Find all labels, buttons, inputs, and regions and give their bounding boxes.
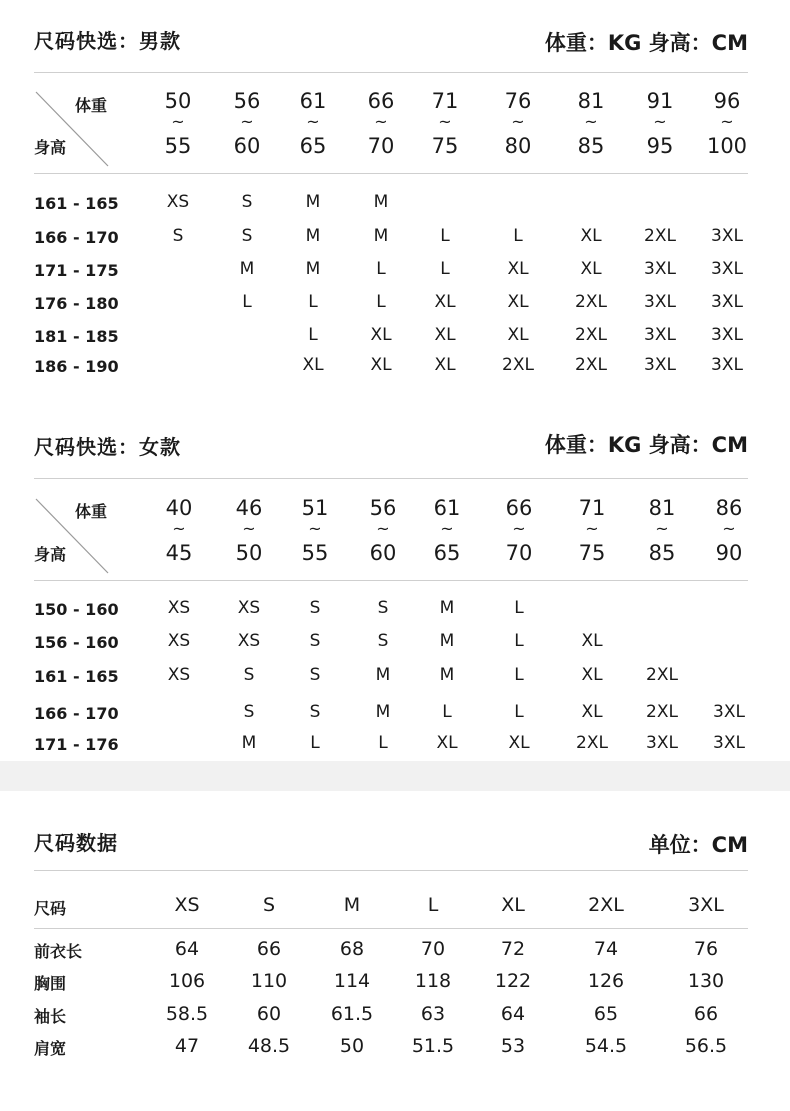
women-unit-label: 体重：KG 身高：CM (544, 433, 748, 457)
weight-range-tilde: ~ (172, 519, 186, 538)
size-cell: M (439, 665, 455, 685)
size-cell: L (514, 631, 524, 651)
weight-range-top: 66 (505, 496, 533, 520)
size-cell: 3XL (713, 733, 745, 753)
size-cell: 3XL (711, 355, 743, 375)
weight-range-top: 81 (577, 89, 605, 113)
weight-range-tilde: ~ (722, 519, 736, 538)
size-cell: XL (302, 355, 324, 375)
size-cell: XL (580, 259, 602, 279)
measurement-value: 110 (250, 970, 288, 992)
size-cell: XL (581, 631, 603, 651)
size-column-header: L (427, 894, 439, 916)
size-cell: L (242, 292, 252, 312)
size-data-title: 尺码数据 (34, 831, 118, 855)
weight-range-tilde: ~ (376, 519, 390, 538)
height-range-label: 186 - 190 (34, 357, 119, 376)
measurement-value: 63 (420, 1003, 446, 1025)
weight-range-tilde: ~ (655, 519, 669, 538)
size-cell: L (378, 733, 388, 753)
weight-range-top: 71 (578, 496, 606, 520)
measurement-value: 130 (687, 970, 725, 992)
height-range-label: 156 - 160 (34, 633, 119, 652)
measurement-label: 胸围 (34, 974, 67, 993)
size-cell: L (308, 325, 318, 345)
measurement-value: 66 (693, 1003, 719, 1025)
size-cell: 3XL (644, 325, 676, 345)
size-cell: XL (508, 733, 530, 753)
size-column-header: 2XL (588, 894, 624, 916)
weight-range-tilde: ~ (585, 519, 599, 538)
size-cell: XL (581, 665, 603, 685)
weight-range-bottom: 65 (299, 134, 327, 158)
size-cell: XS (237, 631, 261, 651)
measurement-value: 118 (414, 970, 452, 992)
measurement-value: 76 (693, 938, 719, 960)
size-cell: 3XL (644, 292, 676, 312)
measurement-value: 68 (339, 938, 365, 960)
size-cell: 2XL (575, 325, 607, 345)
size-cell: XL (436, 733, 458, 753)
men-top-divider (34, 72, 748, 73)
size-cell: L (376, 292, 386, 312)
size-cell: L (514, 665, 524, 685)
size-cell: S (243, 702, 255, 722)
measurement-value: 126 (587, 970, 625, 992)
weight-range-tilde: ~ (306, 112, 320, 131)
men-corner-weight-label: 体重 (75, 96, 108, 115)
size-cell: XL (507, 259, 529, 279)
size-cell: S (309, 702, 321, 722)
weight-range-bottom: 95 (646, 134, 674, 158)
measurement-value: 106 (168, 970, 206, 992)
size-cell: 2XL (646, 665, 678, 685)
size-cell: L (440, 226, 450, 246)
weight-range-tilde: ~ (240, 112, 254, 131)
weight-range-tilde: ~ (511, 112, 525, 131)
weight-range-top: 91 (646, 89, 674, 113)
size-cell: XL (370, 325, 392, 345)
size-data-header-divider (34, 928, 748, 929)
size-data-header-label: 尺码 (34, 899, 67, 918)
size-cell: 3XL (711, 226, 743, 246)
weight-range-bottom: 90 (715, 541, 743, 565)
weight-range-bottom: 55 (301, 541, 329, 565)
weight-range-top: 50 (164, 89, 192, 113)
measurement-value: 61.5 (330, 1003, 374, 1025)
size-cell: L (310, 733, 320, 753)
weight-range-top: 66 (367, 89, 395, 113)
size-cell: XL (434, 355, 456, 375)
measurement-value: 66 (256, 938, 282, 960)
height-range-label: 181 - 185 (34, 327, 119, 346)
weight-range-tilde: ~ (440, 519, 454, 538)
size-cell: XL (581, 702, 603, 722)
size-cell: L (440, 259, 450, 279)
height-range-label: 171 - 176 (34, 735, 119, 754)
size-cell: 2XL (576, 733, 608, 753)
measurement-value: 122 (494, 970, 532, 992)
size-cell: XL (507, 292, 529, 312)
measurement-value: 50 (339, 1035, 365, 1057)
measurement-value: 72 (500, 938, 526, 960)
size-cell: M (439, 598, 455, 618)
measurement-value: 58.5 (165, 1003, 209, 1025)
size-column-header: S (262, 894, 276, 916)
measurement-value: 74 (593, 938, 619, 960)
weight-range-tilde: ~ (374, 112, 388, 131)
size-column-header: XS (174, 894, 200, 916)
measurement-value: 70 (420, 938, 446, 960)
weight-range-top: 56 (233, 89, 261, 113)
height-range-label: 176 - 180 (34, 294, 119, 313)
size-cell: 3XL (646, 733, 678, 753)
weight-range-bottom: 55 (164, 134, 192, 158)
weight-range-bottom: 60 (369, 541, 397, 565)
size-cell: XL (507, 325, 529, 345)
measurement-value: 54.5 (584, 1035, 628, 1057)
size-column-header: XL (501, 894, 525, 916)
height-range-label: 166 - 170 (34, 704, 119, 723)
weight-range-tilde: ~ (242, 519, 256, 538)
weight-range-bottom: 60 (233, 134, 261, 158)
measurement-value: 48.5 (247, 1035, 291, 1057)
weight-range-bottom: 65 (433, 541, 461, 565)
size-cell: M (305, 192, 321, 212)
size-cell: 3XL (713, 702, 745, 722)
size-cell: 3XL (644, 259, 676, 279)
size-cell: S (377, 631, 389, 651)
size-column-header: 3XL (688, 894, 724, 916)
size-cell: XL (434, 292, 456, 312)
size-cell: S (241, 226, 253, 246)
size-cell: S (309, 598, 321, 618)
weight-range-bottom: 80 (504, 134, 532, 158)
measurement-value: 64 (174, 938, 200, 960)
men-section-title: 尺码快选：男款 (34, 29, 181, 53)
size-cell: 2XL (502, 355, 534, 375)
height-range-label: 166 - 170 (34, 228, 119, 247)
size-cell: XS (237, 598, 261, 618)
weight-range-tilde: ~ (171, 112, 185, 131)
size-column-header: M (343, 894, 361, 916)
size-cell: L (513, 226, 523, 246)
men-unit-label: 体重：KG 身高：CM (544, 31, 748, 55)
section-separator-band (0, 761, 790, 791)
size-cell: XL (580, 226, 602, 246)
weight-range-bottom: 85 (577, 134, 605, 158)
weight-range-tilde: ~ (308, 519, 322, 538)
size-cell: M (375, 665, 391, 685)
weight-range-top: 46 (235, 496, 263, 520)
size-cell: L (308, 292, 318, 312)
size-cell: L (442, 702, 452, 722)
weight-range-top: 81 (648, 496, 676, 520)
size-cell: L (376, 259, 386, 279)
size-cell: M (239, 259, 255, 279)
men-header-divider (34, 173, 748, 174)
weight-range-tilde: ~ (438, 112, 452, 131)
measurement-value: 51.5 (411, 1035, 455, 1057)
weight-range-tilde: ~ (720, 112, 734, 131)
weight-range-bottom: 85 (648, 541, 676, 565)
size-cell: XS (167, 631, 191, 651)
height-range-label: 161 - 165 (34, 667, 119, 686)
size-cell: M (305, 226, 321, 246)
size-cell: M (305, 259, 321, 279)
weight-range-bottom: 50 (235, 541, 263, 565)
size-cell: L (514, 702, 524, 722)
size-cell: XL (434, 325, 456, 345)
measurement-value: 60 (256, 1003, 282, 1025)
size-cell: S (241, 192, 253, 212)
height-range-label: 171 - 175 (34, 261, 119, 280)
measurement-label: 袖长 (34, 1007, 67, 1026)
size-cell: 2XL (575, 355, 607, 375)
women-section-title: 尺码快选：女款 (34, 435, 181, 459)
measurement-value: 114 (333, 970, 371, 992)
size-cell: 3XL (644, 355, 676, 375)
weight-range-tilde: ~ (512, 519, 526, 538)
size-cell: 3XL (711, 259, 743, 279)
size-cell: S (243, 665, 255, 685)
measurement-value: 64 (500, 1003, 526, 1025)
weight-range-top: 40 (165, 496, 193, 520)
size-cell: XS (166, 192, 190, 212)
weight-range-top: 71 (431, 89, 459, 113)
measurement-label: 前衣长 (34, 942, 83, 961)
size-cell: S (309, 665, 321, 685)
weight-range-top: 61 (299, 89, 327, 113)
weight-range-top: 96 (713, 89, 741, 113)
size-cell: S (172, 226, 184, 246)
women-top-divider (34, 478, 748, 479)
weight-range-bottom: 75 (578, 541, 606, 565)
measurement-value: 65 (593, 1003, 619, 1025)
size-cell: S (309, 631, 321, 651)
size-cell: 2XL (575, 292, 607, 312)
weight-range-bottom: 70 (367, 134, 395, 158)
size-cell: M (241, 733, 257, 753)
size-cell: XS (167, 665, 191, 685)
size-cell: XS (167, 598, 191, 618)
size-cell: 3XL (711, 325, 743, 345)
measurement-value: 53 (500, 1035, 526, 1057)
size-cell: L (514, 598, 524, 618)
measurement-value: 56.5 (684, 1035, 728, 1057)
weight-range-top: 61 (433, 496, 461, 520)
size-cell: 2XL (644, 226, 676, 246)
height-range-label: 161 - 165 (34, 194, 119, 213)
weight-range-top: 56 (369, 496, 397, 520)
size-cell: M (375, 702, 391, 722)
women-corner-weight-label: 体重 (75, 502, 108, 521)
size-cell: 3XL (711, 292, 743, 312)
size-data-unit: 单位：CM (648, 833, 748, 857)
size-cell: M (373, 192, 389, 212)
women-header-divider (34, 580, 748, 581)
weight-range-tilde: ~ (653, 112, 667, 131)
men-corner-height-label: 身高 (34, 138, 67, 157)
weight-range-bottom: 75 (431, 134, 459, 158)
height-range-label: 150 - 160 (34, 600, 119, 619)
measurement-value: 47 (174, 1035, 200, 1057)
women-corner-height-label: 身高 (34, 545, 67, 564)
weight-range-bottom: 70 (505, 541, 533, 565)
weight-range-top: 51 (301, 496, 329, 520)
measurement-label: 肩宽 (34, 1039, 67, 1058)
size-data-top-divider (34, 870, 748, 871)
weight-range-top: 76 (504, 89, 532, 113)
size-cell: S (377, 598, 389, 618)
weight-range-top: 86 (715, 496, 743, 520)
size-cell: XL (370, 355, 392, 375)
size-cell: 2XL (646, 702, 678, 722)
weight-range-tilde: ~ (584, 112, 598, 131)
weight-range-bottom: 100 (706, 134, 748, 158)
size-cell: M (439, 631, 455, 651)
weight-range-bottom: 45 (165, 541, 193, 565)
size-cell: M (373, 226, 389, 246)
